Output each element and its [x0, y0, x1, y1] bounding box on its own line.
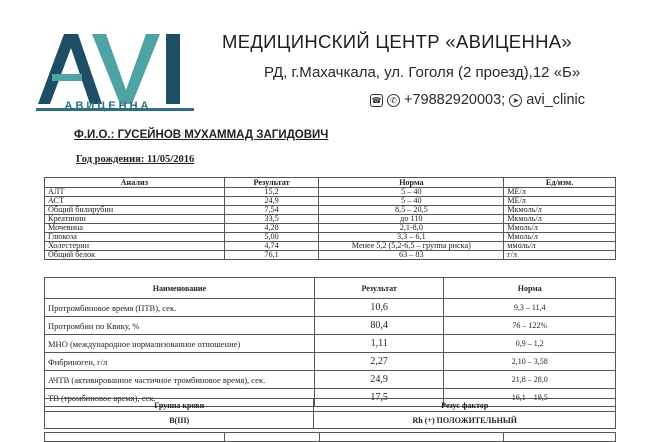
biochem-header: Ед/изм.	[504, 178, 616, 188]
analysis-name: Мочевина	[45, 224, 225, 233]
coag-norm: 16,1 – 19,5	[444, 389, 616, 407]
clinic-address: РД, г.Махачкала, ул. Гоголя (2 проезд),12 «Б»	[264, 64, 581, 81]
rh-factor-value: Rh (+) ПОЛОЖИТЕЛЬНЫЙ	[314, 412, 616, 429]
coag-header: Наименование	[45, 278, 315, 299]
coag-row	[45, 371, 616, 389]
rh-factor-header: Резус фактор	[314, 399, 616, 412]
coag-name: АЧТВ (активированное частичное тромбиновое время), сек.	[45, 371, 315, 389]
analysis-norm: 3,3 – 6,1	[319, 233, 504, 242]
analysis-result: 7,54	[224, 206, 319, 215]
analysis-norm: 8,5 – 20,5	[319, 206, 504, 215]
analysis-unit: МЕ/л	[504, 197, 616, 206]
coag-result: 1,11	[314, 335, 444, 353]
next-table-partial	[44, 432, 616, 442]
analysis-result: 4,28	[224, 224, 319, 233]
biochem-table	[44, 177, 616, 260]
analysis-result: 5,00	[224, 233, 319, 242]
blood-group-header: Группа крови	[45, 399, 314, 412]
analysis-result: 33,5	[224, 215, 319, 224]
coag-norm: 21,8 – 28,0	[444, 371, 616, 389]
analysis-name: Холестерин	[45, 242, 225, 251]
coag-row	[45, 353, 616, 371]
coag-result: 24,9	[314, 371, 444, 389]
blood-group-value: В(III)	[45, 412, 314, 429]
coag-result: 2,27	[314, 353, 444, 371]
coag-row	[45, 299, 616, 317]
analysis-unit: Мкмоль/л	[504, 215, 616, 224]
analysis-norm: 5 – 40	[319, 197, 504, 206]
analysis-norm: 5 – 40	[319, 188, 504, 197]
biochem-header: Норма	[319, 178, 504, 188]
analysis-result: 76,1	[224, 251, 319, 260]
blood-group-table	[44, 398, 616, 429]
coag-name: МНО (международное нормализованное отношение)	[45, 335, 315, 353]
telegram-handle: avi_clinic	[526, 92, 586, 108]
patient-name: Ф.И.О.: ГУСЕЙНОВ МУХАММАД ЗАГИДОВИЧ	[74, 129, 329, 141]
coag-header: Результат	[314, 278, 444, 299]
coag-norm: 0,9 – 1,2	[444, 335, 616, 353]
logo-caption: АВИЦЕННА	[64, 100, 152, 112]
analysis-name: Общий белок	[45, 251, 225, 260]
coag-result: 10,6	[314, 299, 444, 317]
analysis-unit: Мкмоль/л	[504, 206, 616, 215]
coag-name: ТВ (тромбиновое время), сек.	[45, 389, 315, 407]
analysis-result: 4,74	[224, 242, 319, 251]
analysis-name: Креатинин	[45, 215, 225, 224]
coag-norm: 9,3 – 11,4	[444, 299, 616, 317]
patient-birth: Год рождения: 11/05/2016	[76, 154, 195, 165]
analysis-norm: Менее 5,2 (5,2-6,5 – группа риска)	[319, 242, 504, 251]
coag-name: Протромбиновое время (ПТВ), сек.	[45, 299, 315, 317]
telegram-icon: ➤	[509, 94, 522, 107]
analysis-unit: Ммоль/л	[504, 233, 616, 242]
coag-name: Фибриноген, г/л	[45, 353, 315, 371]
biochem-row	[45, 251, 616, 260]
analysis-unit: Ммоль/л	[504, 224, 616, 233]
coag-header: Норма	[444, 278, 616, 299]
viber-icon: ☎	[371, 95, 382, 105]
analysis-unit: ммоль/л	[504, 242, 616, 251]
biochem-header: Анализ	[45, 178, 225, 188]
analysis-result: 24,9	[224, 197, 319, 206]
coag-norm: 76 – 122%	[444, 317, 616, 335]
biochem-row	[45, 188, 616, 197]
coag-name: Протромбин по Квику, %	[45, 317, 315, 335]
analysis-norm: 63 – 83	[319, 251, 504, 260]
analysis-norm: 2,1-8,0	[319, 224, 504, 233]
whatsapp-icon: ✆	[387, 94, 400, 107]
coag-row	[45, 317, 616, 335]
analysis-norm: до 110	[319, 215, 504, 224]
analysis-name: АСТ	[45, 197, 225, 206]
analysis-unit: МЕ/л	[504, 188, 616, 197]
analysis-result: 15,2	[224, 188, 319, 197]
phone-number: +79882920003;	[404, 92, 506, 108]
biochem-header: Результат	[224, 178, 319, 188]
coag-result: 80,4	[314, 317, 444, 335]
analysis-name: Общий билирубин	[45, 206, 225, 215]
clinic-contacts	[370, 92, 585, 108]
coag-result: 17,5	[314, 389, 444, 407]
analysis-unit: г/л	[504, 251, 616, 260]
analysis-name: АЛТ	[45, 188, 225, 197]
biochem-row	[45, 242, 616, 251]
clinic-title: МЕДИЦИНСКИЙ ЦЕНТР «АВИЦЕННА»	[222, 31, 572, 52]
coag-norm: 2,10 – 3,58	[444, 353, 616, 371]
analysis-name: Глюкоза	[45, 233, 225, 242]
coag-table	[44, 277, 616, 407]
coag-row	[45, 335, 616, 353]
